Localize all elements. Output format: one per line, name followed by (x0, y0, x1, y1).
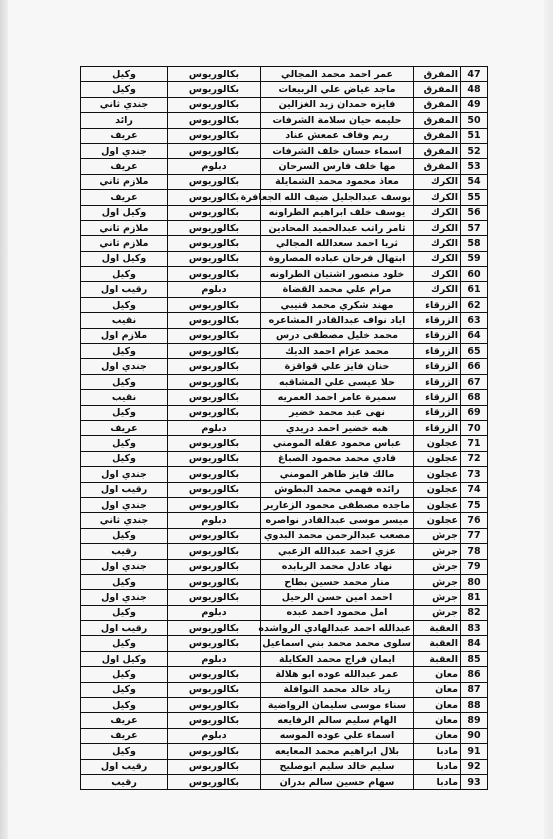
full-name-cell: زياد خالد محمد النوافلة (261, 682, 414, 697)
governorate-cell: المفرق (414, 113, 461, 128)
governorate-cell: المفرق (414, 67, 461, 82)
row-number-cell: 62 (461, 297, 488, 312)
qualification-cell: بكالوريوس (168, 774, 261, 789)
qualification-cell: دبلوم (168, 513, 261, 528)
row-number-cell: 90 (461, 728, 488, 743)
qualification-cell: بكالوريوس (168, 436, 261, 451)
row-number-cell: 49 (461, 97, 488, 112)
table-row (81, 190, 488, 205)
full-name-cell: احمد امين حسن الرحيل (261, 590, 414, 605)
rank-cell: رقيب اول (81, 482, 168, 497)
rank-cell: عريف (81, 159, 168, 174)
full-name-cell: ريم وفاف عمعش عناد (261, 128, 414, 143)
qualification-cell: بكالوريوس (168, 405, 261, 420)
table-row (81, 313, 488, 328)
table-row (81, 544, 488, 559)
table-row (81, 467, 488, 482)
full-name-cell: فادي محمد محمود الصباغ (261, 451, 414, 466)
governorate-cell: جرش (414, 544, 461, 559)
table-row (81, 497, 488, 512)
full-name-cell: فايزه حمدان زيد الغزالين (261, 97, 414, 112)
row-number-cell: 73 (461, 467, 488, 482)
governorate-cell: الكرك (414, 236, 461, 251)
full-name-cell: حلا عيسى علي المشاقبه (261, 374, 414, 389)
full-name-cell: مالك فايز طاهر المومني (261, 467, 414, 482)
governorate-cell: العقبة (414, 651, 461, 666)
governorate-cell: جرش (414, 528, 461, 543)
full-name-cell: ميسر موسى عبدالقادر نواصره (261, 513, 414, 528)
row-number-cell: 88 (461, 698, 488, 713)
rank-cell: نقيب (81, 390, 168, 405)
full-name-cell: محمد عزام احمد الديك (261, 344, 414, 359)
row-number-cell: 55 (461, 190, 488, 205)
qualification-cell: دبلوم (168, 605, 261, 620)
qualification-cell: بكالوريوس (168, 67, 261, 82)
governorate-cell: المفرق (414, 143, 461, 158)
table-row (81, 651, 488, 666)
rank-cell: جندي اول (81, 590, 168, 605)
governorate-cell: جرش (414, 590, 461, 605)
qualification-cell: بكالوريوس (168, 698, 261, 713)
rank-cell: ملازم ثاني (81, 220, 168, 235)
rank-cell: ملازم اول (81, 328, 168, 343)
full-name-cell: ثامر راتب عبدالحميد المحادين (261, 220, 414, 235)
qualification-cell: بكالوريوس (168, 251, 261, 266)
row-number-cell: 67 (461, 374, 488, 389)
table-row (81, 128, 488, 143)
table-row (81, 436, 488, 451)
rank-cell: جندي ثاني (81, 513, 168, 528)
table-row (81, 636, 488, 651)
qualification-cell: بكالوريوس (168, 297, 261, 312)
qualification-cell: بكالوريوس (168, 205, 261, 220)
rank-cell: عريف (81, 128, 168, 143)
full-name-cell: محمد خليل مصطفى درس (261, 328, 414, 343)
full-name-cell: عمر احمد محمد المجالي (261, 67, 414, 82)
qualification-cell: دبلوم (168, 728, 261, 743)
table-row (81, 344, 488, 359)
rank-cell: وكيل (81, 636, 168, 651)
row-number-cell: 48 (461, 82, 488, 97)
full-name-cell: يوسف عبدالجليل ضيف الله الجعافرة (261, 190, 414, 205)
row-number-cell: 61 (461, 282, 488, 297)
qualification-cell: بكالوريوس (168, 328, 261, 343)
full-name-cell: ماجده مصطفى محمود الزعارير (261, 497, 414, 512)
governorate-cell: مادبا (414, 759, 461, 774)
full-name-cell: سناء موسى سليمان الرواضية (261, 698, 414, 713)
full-name-cell: عمر عبدالله عوده ابو هلالة (261, 667, 414, 682)
full-name-cell: اسماء حسان خلف الشرفات (261, 143, 414, 158)
full-name-cell: عزي احمد عبدالله الزعبي (261, 544, 414, 559)
full-name-cell: حنان فايز علي قواقزة (261, 359, 414, 374)
row-number-cell: 70 (461, 420, 488, 435)
qualification-cell: بكالوريوس (168, 220, 261, 235)
table-row (81, 559, 488, 574)
qualification-cell: بكالوريوس (168, 759, 261, 774)
full-name-cell: ابتهال فرحان عباده المصاروة (261, 251, 414, 266)
table-row (81, 328, 488, 343)
row-number-cell: 92 (461, 759, 488, 774)
table-row (81, 728, 488, 743)
row-number-cell: 86 (461, 667, 488, 682)
row-number-cell: 57 (461, 220, 488, 235)
table-row (81, 113, 488, 128)
qualification-cell: بكالوريوس (168, 82, 261, 97)
rank-cell: عريف (81, 728, 168, 743)
governorate-cell: الكرك (414, 282, 461, 297)
governorate-cell: الزرقاء (414, 297, 461, 312)
rank-cell: وكيل (81, 744, 168, 759)
qualification-cell: بكالوريوس (168, 574, 261, 589)
qualification-cell: بكالوريوس (168, 467, 261, 482)
rank-cell: جندي اول (81, 497, 168, 512)
rank-cell: وكيل (81, 451, 168, 466)
row-number-cell: 52 (461, 143, 488, 158)
governorate-cell: المفرق (414, 82, 461, 97)
governorate-cell: عجلون (414, 451, 461, 466)
table-row (81, 605, 488, 620)
qualification-cell: بكالوريوس (168, 174, 261, 189)
table-row (81, 359, 488, 374)
table-row (81, 67, 488, 82)
rank-cell: نقيب (81, 313, 168, 328)
governorate-cell: الكرك (414, 220, 461, 235)
table-row (81, 405, 488, 420)
rank-cell: عريف (81, 420, 168, 435)
rank-cell: جندي اول (81, 467, 168, 482)
rank-cell: وكيل (81, 67, 168, 82)
governorate-cell: جرش (414, 605, 461, 620)
governorate-cell: الكرك (414, 267, 461, 282)
personnel-table-body (81, 67, 488, 790)
row-number-cell: 56 (461, 205, 488, 220)
qualification-cell: بكالوريوس (168, 113, 261, 128)
rank-cell: جندي ثاني (81, 97, 168, 112)
rank-cell: رقيب اول (81, 621, 168, 636)
full-name-cell: الهام سليم سالم الرفايعه (261, 713, 414, 728)
full-name-cell: بلال ابراهيم محمد المعايعه (261, 744, 414, 759)
table-row (81, 420, 488, 435)
full-name-cell: نهى عبد محمد خضير (261, 405, 414, 420)
row-number-cell: 72 (461, 451, 488, 466)
rank-cell: وكيل (81, 698, 168, 713)
governorate-cell: المفرق (414, 159, 461, 174)
row-number-cell: 74 (461, 482, 488, 497)
full-name-cell: اياد نواف عبدالقادر المشاعره (261, 313, 414, 328)
qualification-cell: بكالوريوس (168, 636, 261, 651)
qualification-cell: بكالوريوس (168, 267, 261, 282)
table-row (81, 528, 488, 543)
governorate-cell: الكرك (414, 251, 461, 266)
governorate-cell: معان (414, 728, 461, 743)
rank-cell: وكيل (81, 267, 168, 282)
full-name-cell: عباس محمود عقله المومني (261, 436, 414, 451)
row-number-cell: 80 (461, 574, 488, 589)
table-row (81, 143, 488, 158)
row-number-cell: 82 (461, 605, 488, 620)
full-name-cell: مهند شكري محمد قنيبي (261, 297, 414, 312)
qualification-cell: بكالوريوس (168, 451, 261, 466)
qualification-cell: بكالوريوس (168, 667, 261, 682)
qualification-cell: بكالوريوس (168, 236, 261, 251)
rank-cell: رقيب اول (81, 759, 168, 774)
full-name-cell: معاذ محمود محمد الشمايلة (261, 174, 414, 189)
governorate-cell: مادبا (414, 774, 461, 789)
full-name-cell: سهام حسين سالم بدران (261, 774, 414, 789)
rank-cell: وكيل (81, 667, 168, 682)
table-row (81, 451, 488, 466)
row-number-cell: 47 (461, 67, 488, 82)
rank-cell: رائد (81, 113, 168, 128)
full-name-cell: هبه خضير احمد دريدي (261, 420, 414, 435)
full-name-cell: رائده فهمي محمد البطوش (261, 482, 414, 497)
table-row (81, 159, 488, 174)
rank-cell: جندي اول (81, 143, 168, 158)
qualification-cell: بكالوريوس (168, 190, 261, 205)
governorate-cell: جرش (414, 559, 461, 574)
table-row (81, 513, 488, 528)
full-name-cell: ثريا احمد سعدالله المجالي (261, 236, 414, 251)
full-name-cell: نهاد عادل محمد الربابده (261, 559, 414, 574)
governorate-cell: الزرقاء (414, 374, 461, 389)
governorate-cell: الزرقاء (414, 390, 461, 405)
governorate-cell: الزرقاء (414, 344, 461, 359)
table-row (81, 744, 488, 759)
full-name-cell: مصعب عبدالرحمن محمد البدوي (261, 528, 414, 543)
qualification-cell: بكالوريوس (168, 482, 261, 497)
qualification-cell: بكالوريوس (168, 590, 261, 605)
table-row (81, 759, 488, 774)
qualification-cell: بكالوريوس (168, 559, 261, 574)
qualification-cell: دبلوم (168, 420, 261, 435)
table-row (81, 297, 488, 312)
qualification-cell: بكالوريوس (168, 744, 261, 759)
table-row (81, 174, 488, 189)
rank-cell: وكيل (81, 297, 168, 312)
row-number-cell: 50 (461, 113, 488, 128)
governorate-cell: الكرك (414, 174, 461, 189)
row-number-cell: 75 (461, 497, 488, 512)
table-row (81, 251, 488, 266)
row-number-cell: 93 (461, 774, 488, 789)
rank-cell: جندي اول (81, 559, 168, 574)
full-name-cell: مرام علي محمد القضاة (261, 282, 414, 297)
qualification-cell: بكالوريوس (168, 528, 261, 543)
governorate-cell: الكرك (414, 190, 461, 205)
row-number-cell: 79 (461, 559, 488, 574)
governorate-cell: معان (414, 698, 461, 713)
qualification-cell: بكالوريوس (168, 390, 261, 405)
rank-cell: وكيل (81, 528, 168, 543)
table-row (81, 267, 488, 282)
full-name-cell: مها خلف فارس السرحان (261, 159, 414, 174)
table-row (81, 205, 488, 220)
governorate-cell: مادبا (414, 744, 461, 759)
rank-cell: رقيب (81, 544, 168, 559)
table-row (81, 682, 488, 697)
rank-cell: جندي اول (81, 359, 168, 374)
full-name-cell: يوسف خلف ابراهيم الطراونه (261, 205, 414, 220)
table-row (81, 220, 488, 235)
governorate-cell: الزرقاء (414, 405, 461, 420)
row-number-cell: 84 (461, 636, 488, 651)
table-row (81, 236, 488, 251)
row-number-cell: 89 (461, 713, 488, 728)
governorate-cell: الزرقاء (414, 313, 461, 328)
table-row (81, 282, 488, 297)
governorate-cell: المفرق (414, 128, 461, 143)
row-number-cell: 69 (461, 405, 488, 420)
rank-cell: عريف (81, 190, 168, 205)
table-row (81, 390, 488, 405)
governorate-cell: الكرك (414, 205, 461, 220)
row-number-cell: 71 (461, 436, 488, 451)
qualification-cell: بكالوريوس (168, 344, 261, 359)
row-number-cell: 54 (461, 174, 488, 189)
row-number-cell: 60 (461, 267, 488, 282)
personnel-table (80, 66, 488, 790)
row-number-cell: 85 (461, 651, 488, 666)
governorate-cell: العقبة (414, 621, 461, 636)
row-number-cell: 78 (461, 544, 488, 559)
rank-cell: وكيل (81, 605, 168, 620)
rank-cell: وكيل اول (81, 651, 168, 666)
qualification-cell: بكالوريوس (168, 359, 261, 374)
governorate-cell: عجلون (414, 482, 461, 497)
row-number-cell: 66 (461, 359, 488, 374)
governorate-cell: الزرقاء (414, 328, 461, 343)
rank-cell: وكيل (81, 574, 168, 589)
row-number-cell: 91 (461, 744, 488, 759)
row-number-cell: 68 (461, 390, 488, 405)
table-row (81, 482, 488, 497)
qualification-cell: بكالوريوس (168, 374, 261, 389)
row-number-cell: 51 (461, 128, 488, 143)
qualification-cell: دبلوم (168, 159, 261, 174)
qualification-cell: بكالوريوس (168, 682, 261, 697)
full-name-cell: سميرة عامر احمد العمريه (261, 390, 414, 405)
qualification-cell: دبلوم (168, 651, 261, 666)
governorate-cell: الزرقاء (414, 420, 461, 435)
table-row (81, 97, 488, 112)
rank-cell: وكيل اول (81, 251, 168, 266)
qualification-cell: بكالوريوس (168, 621, 261, 636)
row-number-cell: 58 (461, 236, 488, 251)
full-name-cell: امل محمود احمد عبده (261, 605, 414, 620)
governorate-cell: المفرق (414, 97, 461, 112)
full-name-cell: منار محمد حسين بطاح (261, 574, 414, 589)
rank-cell: وكيل (81, 405, 168, 420)
governorate-cell: عجلون (414, 436, 461, 451)
table-row (81, 713, 488, 728)
qualification-cell: بكالوريوس (168, 544, 261, 559)
rank-cell: عريف (81, 713, 168, 728)
governorate-cell: معان (414, 713, 461, 728)
table-row (81, 574, 488, 589)
governorate-cell: الزرقاء (414, 359, 461, 374)
table-row (81, 667, 488, 682)
rank-cell: وكيل (81, 344, 168, 359)
full-name-cell: اسماء علي عوده الموسه (261, 728, 414, 743)
row-number-cell: 64 (461, 328, 488, 343)
rank-cell: ملازم ثاني (81, 236, 168, 251)
full-name-cell: ايمان فراج محمد العكايلة (261, 651, 414, 666)
full-name-cell: عبدالله احمد عبدالهادي الرواشده (261, 621, 414, 636)
rank-cell: وكيل (81, 374, 168, 389)
full-name-cell: ماجد غياض علي الربيعات (261, 82, 414, 97)
table-row (81, 82, 488, 97)
table-row (81, 374, 488, 389)
governorate-cell: عجلون (414, 467, 461, 482)
governorate-cell: معان (414, 682, 461, 697)
full-name-cell: سليم خالد سليم ابوصليح (261, 759, 414, 774)
row-number-cell: 83 (461, 621, 488, 636)
rank-cell: وكيل (81, 82, 168, 97)
row-number-cell: 65 (461, 344, 488, 359)
qualification-cell: بكالوريوس (168, 713, 261, 728)
full-name-cell: سلوى محمد محمد بني اسماعيل (261, 636, 414, 651)
rank-cell: وكيل (81, 682, 168, 697)
governorate-cell: جرش (414, 574, 461, 589)
row-number-cell: 77 (461, 528, 488, 543)
row-number-cell: 81 (461, 590, 488, 605)
qualification-cell: بكالوريوس (168, 497, 261, 512)
row-number-cell: 59 (461, 251, 488, 266)
qualification-cell: بكالوريوس (168, 97, 261, 112)
rank-cell: وكيل اول (81, 205, 168, 220)
row-number-cell: 53 (461, 159, 488, 174)
table-row (81, 590, 488, 605)
rank-cell: رقيب (81, 774, 168, 789)
table-row (81, 621, 488, 636)
qualification-cell: بكالوريوس (168, 313, 261, 328)
governorate-cell: عجلون (414, 513, 461, 528)
qualification-cell: بكالوريوس (168, 143, 261, 158)
governorate-cell: العقبة (414, 636, 461, 651)
table-row (81, 774, 488, 789)
governorate-cell: عجلون (414, 497, 461, 512)
rank-cell: وكيل (81, 436, 168, 451)
rank-cell: ملازم ثاني (81, 174, 168, 189)
full-name-cell: حليمه حيان سلامة الشرفات (261, 113, 414, 128)
row-number-cell: 63 (461, 313, 488, 328)
rank-cell: رقيب اول (81, 282, 168, 297)
full-name-cell: خلود منصور اشتيان الطراونه (261, 267, 414, 282)
row-number-cell: 76 (461, 513, 488, 528)
qualification-cell: دبلوم (168, 282, 261, 297)
governorate-cell: معان (414, 667, 461, 682)
table-row (81, 698, 488, 713)
row-number-cell: 87 (461, 682, 488, 697)
qualification-cell: بكالوريوس (168, 128, 261, 143)
